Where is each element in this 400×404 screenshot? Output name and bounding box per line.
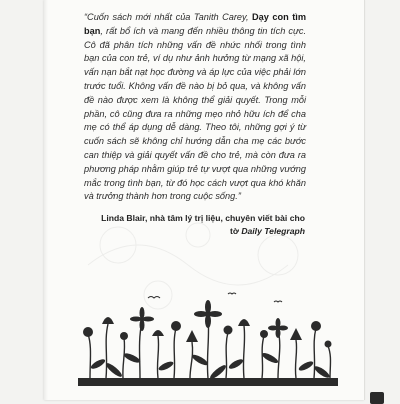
- page-gutter-shadow: [44, 0, 48, 400]
- quote-body: , rất bổ ích và mang đến nhiều thông tin tích cực. Cô đã phân tích những vấn đề nhức nhối trong tình bạn của con trẻ, ví dụ như ảnh hưởng từ mạng xã hội, vấn nạn bắt nạt học đường và áp lực của việc phải lớn trước tuổi. Không vấn đề nào bị bỏ qua, và không vấn đề nào được xem là không thể giải quyết. Trong mỗi phần, cô cũng đưa ra những mẹo nhỏ hữu ích để cha mẹ có thể áp dụng dễ dàng. Theo tôi, những gợi ý từ cuốn sách sẽ không chỉ hướng dẫn cha mẹ các bước can thiệp và giải quyết vấn đề cho trẻ, mà còn đưa ra phương pháp nhằm giúp trẻ tự vượt qua những vướng mắc trong tình bạn, từ đó học cách vượt qua khó khăn và trưởng thành hơn trong cuộc sống.”: [84, 25, 306, 202]
- book-title: Dạy con tìm bạn: [84, 12, 307, 36]
- publication-name: Daily Telegraph: [241, 226, 305, 236]
- endorsement-quote: [84, 11, 306, 204]
- page-edge: [364, 0, 365, 400]
- wildflower-meadow-illustration: [78, 286, 338, 386]
- page-number-tab: [370, 392, 384, 404]
- attribution-line-2: tờ Daily Telegraph: [229, 226, 305, 236]
- quote-lead: “Cuốn sách mới nhất của Tanith Carey,: [84, 12, 253, 22]
- attribution-line-1: Linda Blair, nhà tâm lý trị liệu, chuyên viết bài cho: [101, 213, 305, 223]
